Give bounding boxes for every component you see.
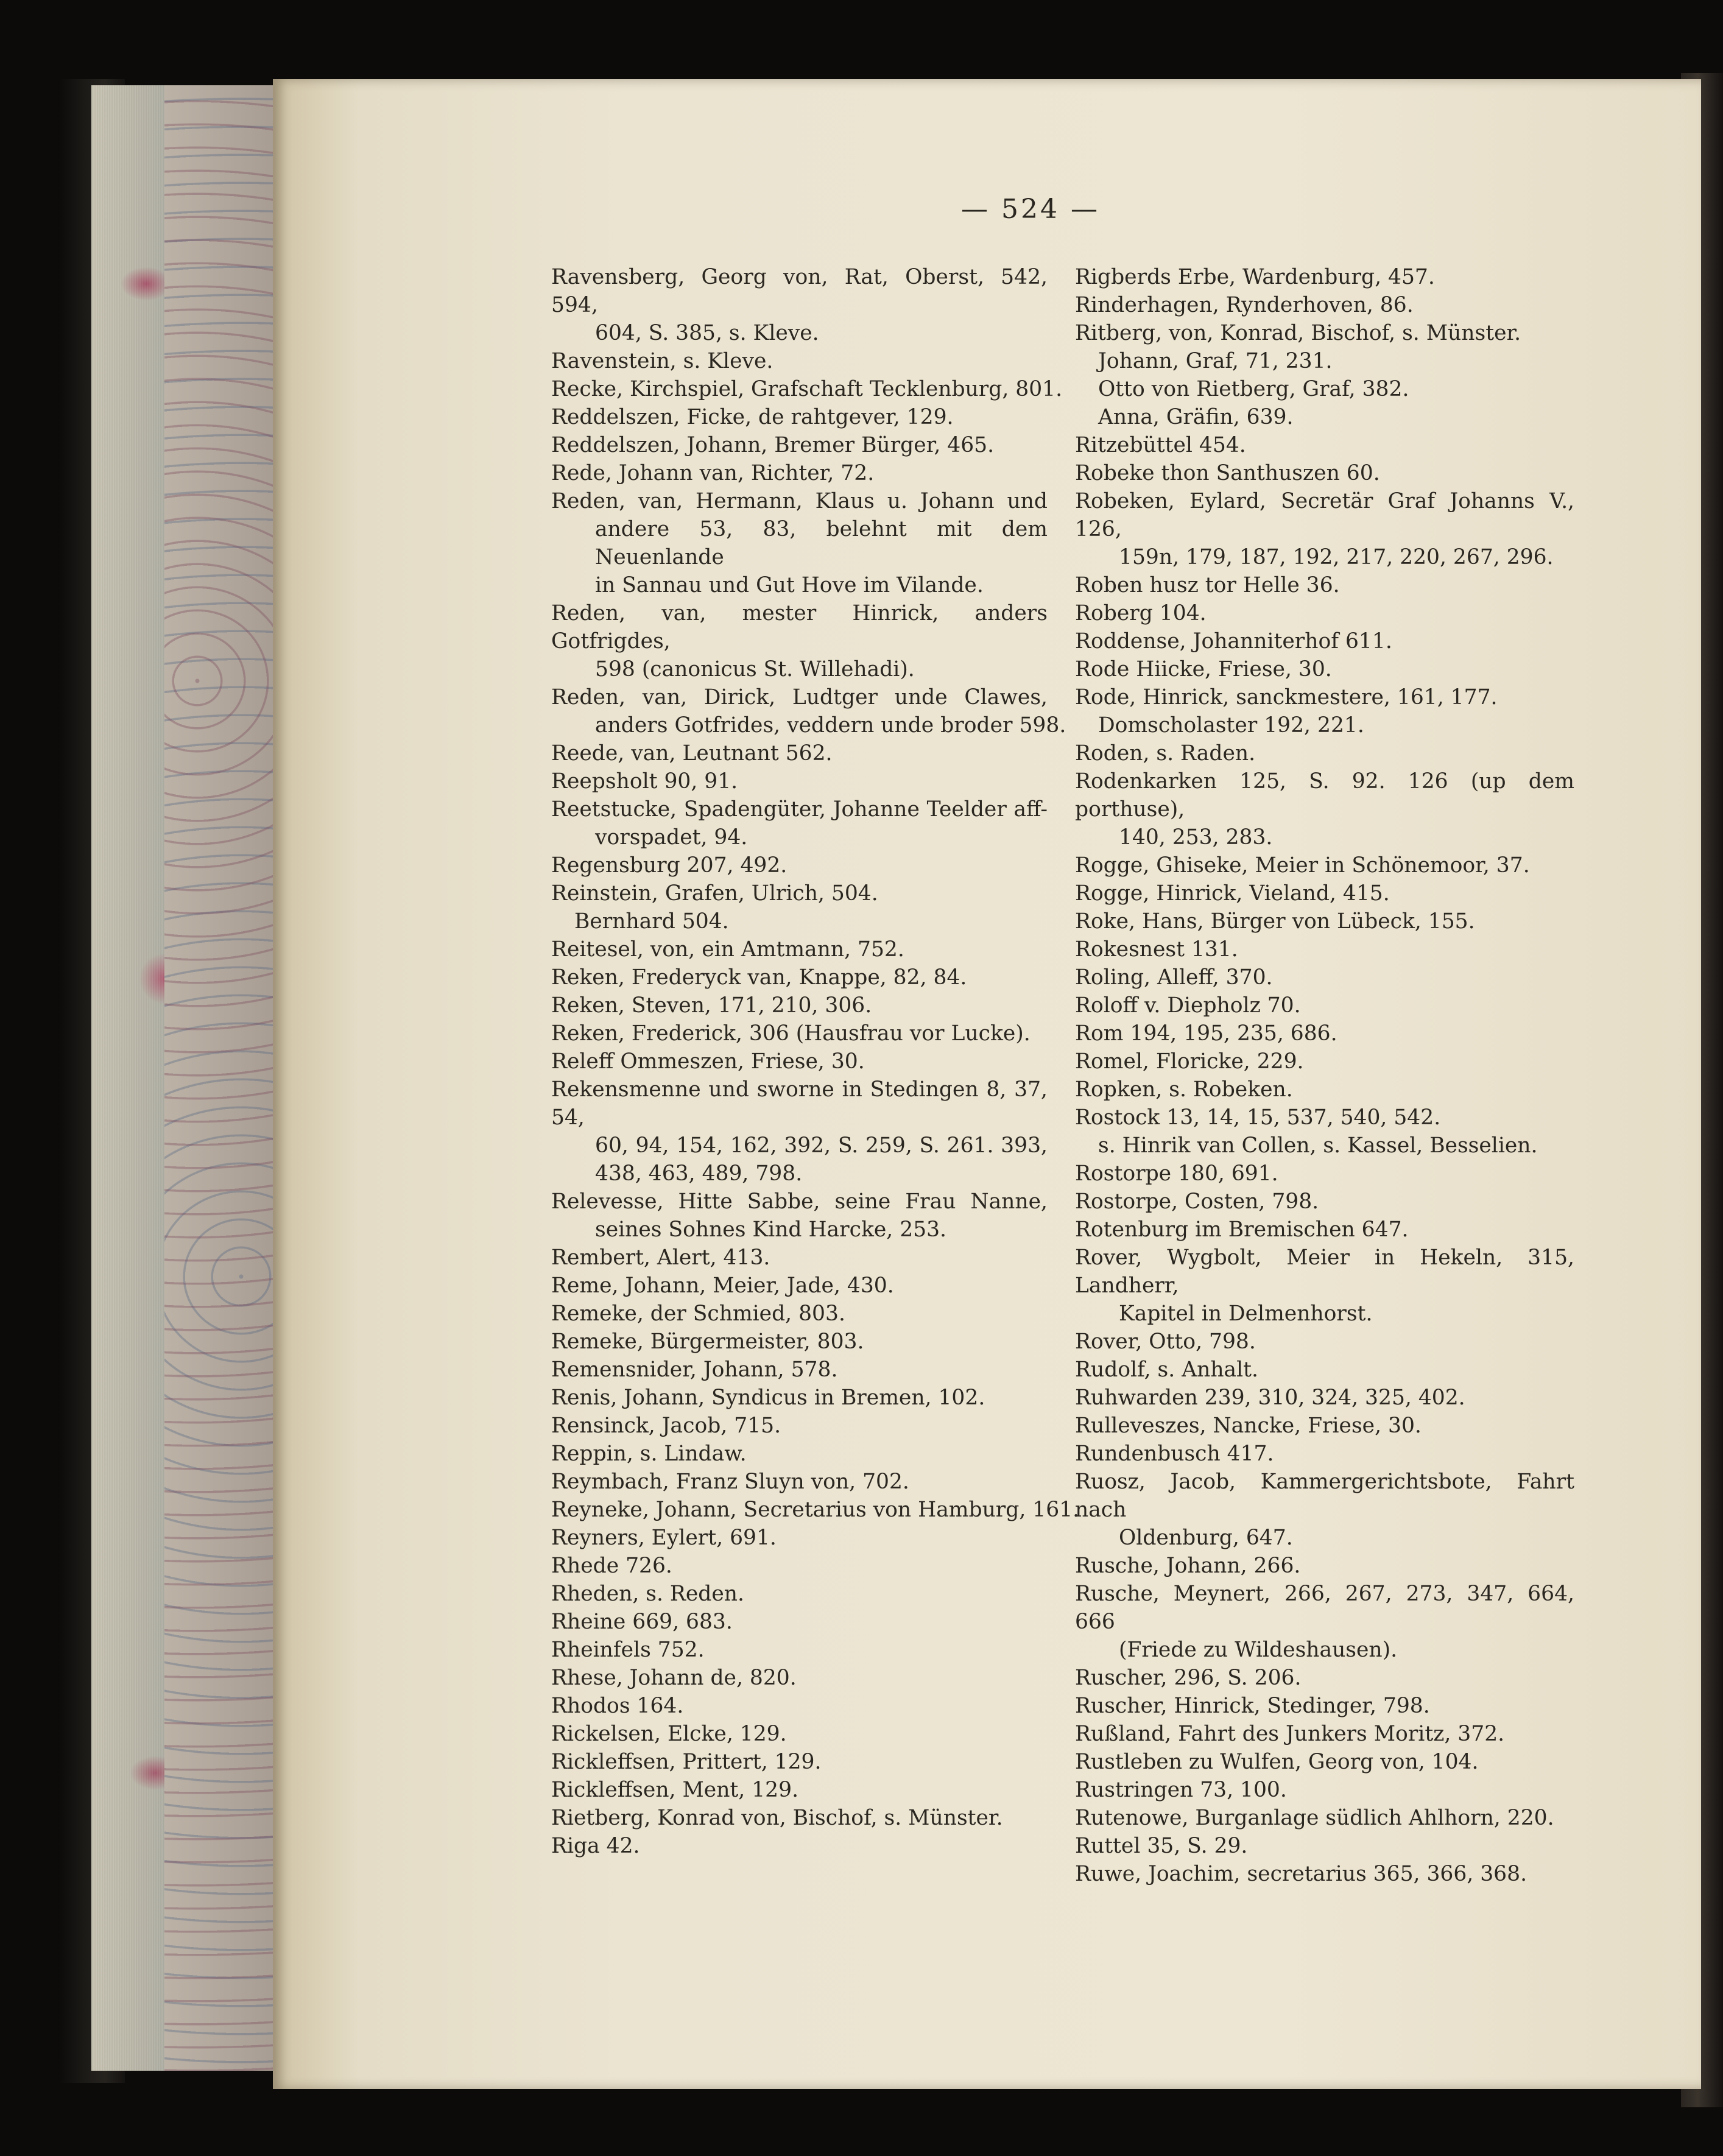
index-entry-line: Roddense, Johanniterhof 611. bbox=[1075, 629, 1392, 653]
index-entry-line: Rogge, Ghiseke, Meier in Schönemoor, 37. bbox=[1075, 853, 1530, 878]
index-entry bbox=[551, 487, 1048, 599]
index-entry bbox=[551, 263, 1048, 347]
index-entry-line: Rheden, s. Reden. bbox=[551, 1582, 744, 1606]
index-entry bbox=[551, 1496, 1080, 1524]
index-entry-line: Reddelszen, Johann, Bremer Bürger, 465. bbox=[551, 433, 995, 457]
index-entry-line: Releff Ommeszen, Friese, 30. bbox=[551, 1049, 865, 1074]
index-entry-line: Reden, van, mester Hinrick, anders Gotfrigdes, bbox=[551, 601, 1048, 653]
index-entry-line: 159n, 179, 187, 192, 217, 220, 267, 296. bbox=[1119, 545, 1554, 569]
index-entry bbox=[1075, 431, 1574, 459]
index-entry-line: 604, S. 385, s. Kleve. bbox=[595, 321, 819, 345]
index-entry-line: Ruscher, 296, S. 206. bbox=[1075, 1666, 1302, 1690]
index-entry bbox=[1075, 1804, 1574, 1832]
index-entry-line: in Sannau und Gut Hove im Vilande. bbox=[595, 573, 984, 597]
index-entry bbox=[1075, 711, 1574, 739]
index-entry bbox=[551, 1776, 1048, 1804]
index-entry-line: Robeke thon Santhuszen 60. bbox=[1075, 461, 1380, 485]
index-entry-line: seines Sohnes Kind Harcke, 253. bbox=[595, 1217, 947, 1242]
index-entry bbox=[551, 1832, 1048, 1860]
index-entry-line: Reepsholt 90, 91. bbox=[551, 769, 738, 794]
index-entry bbox=[1075, 739, 1574, 767]
index-entry bbox=[1075, 1160, 1574, 1188]
index-entry-line: Robeken, Eylard, Secretär Graf Johanns V., 126, bbox=[1075, 489, 1574, 541]
index-entry bbox=[1075, 1244, 1574, 1328]
index-entry-line: Bernhard 504. bbox=[574, 909, 729, 934]
index-entry bbox=[551, 1580, 1048, 1608]
index-entry-line: 60, 94, 154, 162, 392, S. 259, S. 261. 393, bbox=[595, 1133, 1048, 1158]
index-entry bbox=[1075, 263, 1574, 291]
index-entry-line: Ravensberg, Georg von, Rat, Oberst, 542, 594, bbox=[551, 265, 1048, 317]
index-entry-line: Roke, Hans, Bürger von Lübeck, 155. bbox=[1075, 909, 1475, 934]
index-entry-line: Renis, Johann, Syndicus in Bremen, 102. bbox=[551, 1386, 985, 1410]
index-entry bbox=[551, 1076, 1048, 1188]
index-entry-line: Rembert, Alert, 413. bbox=[551, 1245, 770, 1270]
index-entry-line: Rudolf, s. Anhalt. bbox=[1075, 1358, 1258, 1382]
index-entry-line: Rekensmenne und sworne in Stedingen 8, 37, 54, bbox=[551, 1077, 1048, 1130]
index-entry-line: Rigberds Erbe, Wardenburg, 457. bbox=[1075, 265, 1435, 289]
index-entry-line: anders Gotfrides, veddern unde broder 598. bbox=[595, 713, 1066, 738]
index-entry-line: Remensnider, Johann, 578. bbox=[551, 1358, 838, 1382]
index-entry bbox=[551, 1384, 1048, 1412]
index-entry bbox=[1075, 1104, 1574, 1132]
index-entry-line: Rode Hiicke, Friese, 30. bbox=[1075, 657, 1332, 682]
index-column-right bbox=[1075, 263, 1574, 1888]
index-entry bbox=[1075, 1132, 1574, 1160]
index-entry bbox=[1075, 1412, 1574, 1440]
index-entry bbox=[551, 1692, 1048, 1720]
index-entry bbox=[1075, 1692, 1574, 1720]
index-entry bbox=[551, 992, 1048, 1020]
index-entry-line: Regensburg 207, 492. bbox=[551, 853, 788, 878]
index-entry-line: Ruosz, Jacob, Kammergerichtsbote, Fahrt nach bbox=[1075, 1470, 1574, 1522]
index-entry bbox=[1075, 571, 1574, 599]
index-entry-line: Rostorpe 180, 691. bbox=[1075, 1161, 1278, 1186]
index-entry bbox=[1075, 1776, 1574, 1804]
index-entry-line: Rickleffsen, Ment, 129. bbox=[551, 1778, 799, 1802]
index-entry bbox=[1075, 1328, 1574, 1356]
index-entry bbox=[1075, 1216, 1574, 1244]
index-entry-line: Roberg 104. bbox=[1075, 601, 1207, 625]
index-entry bbox=[1075, 1020, 1574, 1048]
index-entry-line: Reyneke, Johann, Secretarius von Hamburg, 161. bbox=[551, 1498, 1080, 1522]
index-entry bbox=[551, 1552, 1048, 1580]
index-entry bbox=[551, 1636, 1048, 1664]
index-entry bbox=[1075, 1188, 1574, 1216]
index-entry bbox=[1075, 1468, 1574, 1552]
index-entry bbox=[1075, 1552, 1574, 1580]
index-entry-line: vorspadet, 94. bbox=[595, 825, 748, 850]
index-entry-line: (Friede zu Wildeshausen). bbox=[1119, 1638, 1398, 1662]
index-entry bbox=[1075, 992, 1574, 1020]
index-entry bbox=[1075, 1440, 1574, 1468]
index-entry bbox=[1075, 1048, 1574, 1076]
index-entry bbox=[551, 1244, 1048, 1272]
index-entry-line: Anna, Gräfin, 639. bbox=[1098, 405, 1294, 429]
index-entry-line: Kapitel in Delmenhorst. bbox=[1119, 1302, 1373, 1326]
index-entry bbox=[551, 1412, 1048, 1440]
index-entry bbox=[1075, 851, 1574, 879]
index-entry bbox=[1075, 627, 1574, 655]
index-entry-line: Rotenburg im Bremischen 647. bbox=[1075, 1217, 1409, 1242]
index-entry-line: Rode, Hinrick, sanckmestere, 161, 177. bbox=[1075, 685, 1498, 710]
index-entry bbox=[551, 1048, 1048, 1076]
index-entry-line: andere 53, 83, belehnt mit dem Neuenlande bbox=[595, 517, 1048, 569]
index-entry-line: Rickleffsen, Prittert, 129. bbox=[551, 1750, 822, 1774]
index-entry bbox=[1075, 1076, 1574, 1104]
index-entry-line: Reden, van, Dirick, Ludtger unde Clawes, bbox=[551, 685, 1048, 710]
index-entry bbox=[1075, 1748, 1574, 1776]
index-entry-line: Rodenkarken 125, S. 92. 126 (up dem porthuse), bbox=[1075, 769, 1574, 822]
index-entry-line: Rede, Johann van, Richter, 72. bbox=[551, 461, 875, 485]
index-entry bbox=[551, 1524, 1048, 1552]
index-entry bbox=[551, 1748, 1048, 1776]
index-entry bbox=[551, 459, 1048, 487]
index-entry bbox=[551, 1468, 1048, 1496]
index-entry-line: Reme, Johann, Meier, Jade, 430. bbox=[551, 1274, 894, 1298]
index-entry-line: Reken, Steven, 171, 210, 306. bbox=[551, 993, 872, 1018]
index-entry-line: Rhese, Johann de, 820. bbox=[551, 1666, 797, 1690]
page-number: — 524 — bbox=[961, 194, 1100, 225]
index-entry-line: 438, 463, 489, 798. bbox=[595, 1161, 803, 1186]
index-entry bbox=[1075, 1384, 1574, 1412]
index-entry bbox=[551, 935, 1048, 964]
index-entry-line: Ruwe, Joachim, secretarius 365, 366, 368. bbox=[1075, 1862, 1527, 1886]
index-entry-line: Reden, van, Hermann, Klaus u. Johann und bbox=[551, 489, 1048, 513]
index-entry bbox=[551, 1272, 1048, 1300]
index-entry bbox=[551, 767, 1048, 795]
index-entry-line: Roloff v. Diepholz 70. bbox=[1075, 993, 1301, 1018]
index-entry-line: Reken, Frederyck van, Knappe, 82, 84. bbox=[551, 965, 967, 990]
index-entry-line: Rhodos 164. bbox=[551, 1694, 684, 1718]
index-column-left bbox=[551, 263, 1080, 1860]
index-entry bbox=[1075, 599, 1574, 627]
index-entry bbox=[1075, 459, 1574, 487]
index-entry bbox=[1075, 1832, 1574, 1860]
index-entry-line: Ruttel 35, S. 29. bbox=[1075, 1834, 1248, 1858]
index-entry-line: Reetstucke, Spadengüter, Johanne Teelder aff- bbox=[551, 797, 1048, 822]
index-entry-line: Reken, Frederick, 306 (Hausfrau vor Lucke). bbox=[551, 1021, 1031, 1046]
index-entry bbox=[1075, 1580, 1574, 1664]
index-entry bbox=[551, 795, 1048, 851]
index-entry bbox=[551, 879, 1048, 907]
index-entry-line: Rover, Otto, 798. bbox=[1075, 1330, 1256, 1354]
index-entry-line: Rokesnest 131. bbox=[1075, 937, 1238, 962]
index-entry bbox=[551, 907, 1048, 935]
marbled-edge bbox=[164, 85, 274, 2071]
index-entry bbox=[551, 1328, 1048, 1356]
index-entry-line: Rinderhagen, Rynderhoven, 86. bbox=[1075, 293, 1414, 317]
index-entry bbox=[551, 683, 1066, 739]
index-entry-line: Reyners, Eylert, 691. bbox=[551, 1526, 777, 1550]
index-entry bbox=[551, 739, 1048, 767]
index-entry bbox=[1075, 935, 1574, 964]
index-entry-line: Ravenstein, s. Kleve. bbox=[551, 349, 773, 373]
index-entry-line: Rogge, Hinrick, Vieland, 415. bbox=[1075, 881, 1390, 906]
index-entry-line: Roling, Alleff, 370. bbox=[1075, 965, 1273, 990]
index-entry-line: Oldenburg, 647. bbox=[1119, 1526, 1293, 1550]
index-entry-line: Riga 42. bbox=[551, 1834, 640, 1858]
index-entry bbox=[551, 375, 1063, 403]
index-entry bbox=[551, 1440, 1048, 1468]
index-entry-line: Reede, van, Leutnant 562. bbox=[551, 741, 833, 766]
index-entry-line: Reppin, s. Lindaw. bbox=[551, 1442, 747, 1466]
index-entry-line: Rickelsen, Elcke, 129. bbox=[551, 1722, 787, 1746]
index-entry-line: Ropken, s. Robeken. bbox=[1075, 1077, 1293, 1102]
index-entry-line: Ritberg, von, Konrad, Bischof, s. Münster. bbox=[1075, 321, 1521, 345]
index-entry bbox=[1075, 907, 1574, 935]
index-entry bbox=[1075, 683, 1574, 711]
index-entry bbox=[1075, 879, 1574, 907]
index-entry-line: Roden, s. Raden. bbox=[1075, 741, 1256, 766]
index-entry-line: 598 (canonicus St. Willehadi). bbox=[595, 657, 915, 682]
index-entry-line: Reitesel, von, ein Amtmann, 752. bbox=[551, 937, 904, 962]
index-entry-line: Rutenowe, Burganlage südlich Ahlhorn, 220. bbox=[1075, 1806, 1554, 1830]
index-entry-line: Johann, Graf, 71, 231. bbox=[1098, 349, 1333, 373]
index-entry-line: Ruhwarden 239, 310, 324, 325, 402. bbox=[1075, 1386, 1465, 1410]
index-entry-line: Rietberg, Konrad von, Bischof, s. Münster. bbox=[551, 1806, 1003, 1830]
index-entry-line: Rustringen 73, 100. bbox=[1075, 1778, 1287, 1802]
index-entry bbox=[551, 599, 1048, 683]
index-entry-line: Ritzebüttel 454. bbox=[1075, 433, 1246, 457]
index-entry-line: s. Hinrik van Collen, s. Kassel, Besselien. bbox=[1098, 1133, 1538, 1158]
index-entry bbox=[1075, 319, 1574, 347]
index-entry bbox=[551, 1804, 1048, 1832]
index-entry-line: Rover, Wygbolt, Meier in Hekeln, 315, Landherr, bbox=[1075, 1245, 1574, 1298]
index-entry bbox=[551, 964, 1048, 992]
index-entry-line: Rundenbusch 417. bbox=[1075, 1442, 1274, 1466]
index-entry bbox=[1075, 1664, 1574, 1692]
index-entry bbox=[551, 1608, 1048, 1636]
index-entry bbox=[551, 851, 1048, 879]
index-entry-line: Rulleveszes, Nancke, Friese, 30. bbox=[1075, 1414, 1422, 1438]
index-entry bbox=[1075, 767, 1574, 851]
index-entry-line: Rostock 13, 14, 15, 537, 540, 542. bbox=[1075, 1105, 1441, 1130]
index-entry-line: Rheine 669, 683. bbox=[551, 1610, 733, 1634]
index-entry-line: 140, 253, 283. bbox=[1119, 825, 1273, 850]
index-entry bbox=[1075, 375, 1574, 403]
index-entry bbox=[551, 1188, 1048, 1244]
index-entry bbox=[551, 403, 1048, 431]
index-entry-line: Reddelszen, Ficke, de rahtgever, 129. bbox=[551, 405, 954, 429]
index-entry bbox=[1075, 403, 1574, 431]
index-entry-line: Roben husz tor Helle 36. bbox=[1075, 573, 1340, 597]
index-entry-line: Otto von Rietberg, Graf, 382. bbox=[1098, 377, 1409, 401]
index-entry bbox=[1075, 347, 1574, 375]
index-entry-line: Remeke, Bürgermeister, 803. bbox=[551, 1330, 864, 1354]
index-entry-line: Romel, Floricke, 229. bbox=[1075, 1049, 1304, 1074]
index-entry bbox=[1075, 291, 1574, 319]
index-entry bbox=[551, 431, 1048, 459]
index-entry-line: Rusche, Meynert, 266, 267, 273, 347, 664, 666 bbox=[1075, 1582, 1574, 1634]
index-entry-line: Rom 194, 195, 235, 686. bbox=[1075, 1021, 1337, 1046]
index-entry-line: Relevesse, Hitte Sabbe, seine Frau Nanne, bbox=[551, 1189, 1048, 1214]
index-entry-line: Reymbach, Franz Sluyn von, 702. bbox=[551, 1470, 909, 1494]
index-entry bbox=[1075, 1356, 1574, 1384]
index-entry-line: Rostorpe, Costen, 798. bbox=[1075, 1189, 1319, 1214]
index-entry-line: Rheinfels 752. bbox=[551, 1638, 705, 1662]
index-entry bbox=[551, 347, 1048, 375]
index-entry-line: Recke, Kirchspiel, Grafschaft Tecklenburg, 801. bbox=[551, 377, 1063, 401]
index-entry-line: Ruscher, Hinrick, Stedinger, 798. bbox=[1075, 1694, 1430, 1718]
index-entry-line: Rusche, Johann, 266. bbox=[1075, 1554, 1301, 1578]
index-entry bbox=[551, 1664, 1048, 1692]
index-entry-line: Rensinck, Jacob, 715. bbox=[551, 1414, 781, 1438]
index-entry bbox=[551, 1300, 1048, 1328]
index-entry bbox=[1075, 487, 1574, 571]
index-entry-line: Rhede 726. bbox=[551, 1554, 672, 1578]
index-entry-line: Domscholaster 192, 221. bbox=[1098, 713, 1364, 738]
index-entry bbox=[551, 1356, 1048, 1384]
index-entry bbox=[551, 1020, 1048, 1048]
index-entry-line: Rustleben zu Wulfen, Georg von, 104. bbox=[1075, 1750, 1479, 1774]
index-entry bbox=[1075, 1860, 1574, 1888]
index-entry-line: Reinstein, Grafen, Ulrich, 504. bbox=[551, 881, 878, 906]
index-entry-line: Remeke, der Schmied, 803. bbox=[551, 1302, 845, 1326]
index-entry bbox=[1075, 655, 1574, 683]
index-entry bbox=[1075, 964, 1574, 992]
index-entry-line: Rußland, Fahrt des Junkers Moritz, 372. bbox=[1075, 1722, 1505, 1746]
index-entry bbox=[551, 1720, 1048, 1748]
index-entry bbox=[1075, 1720, 1574, 1748]
